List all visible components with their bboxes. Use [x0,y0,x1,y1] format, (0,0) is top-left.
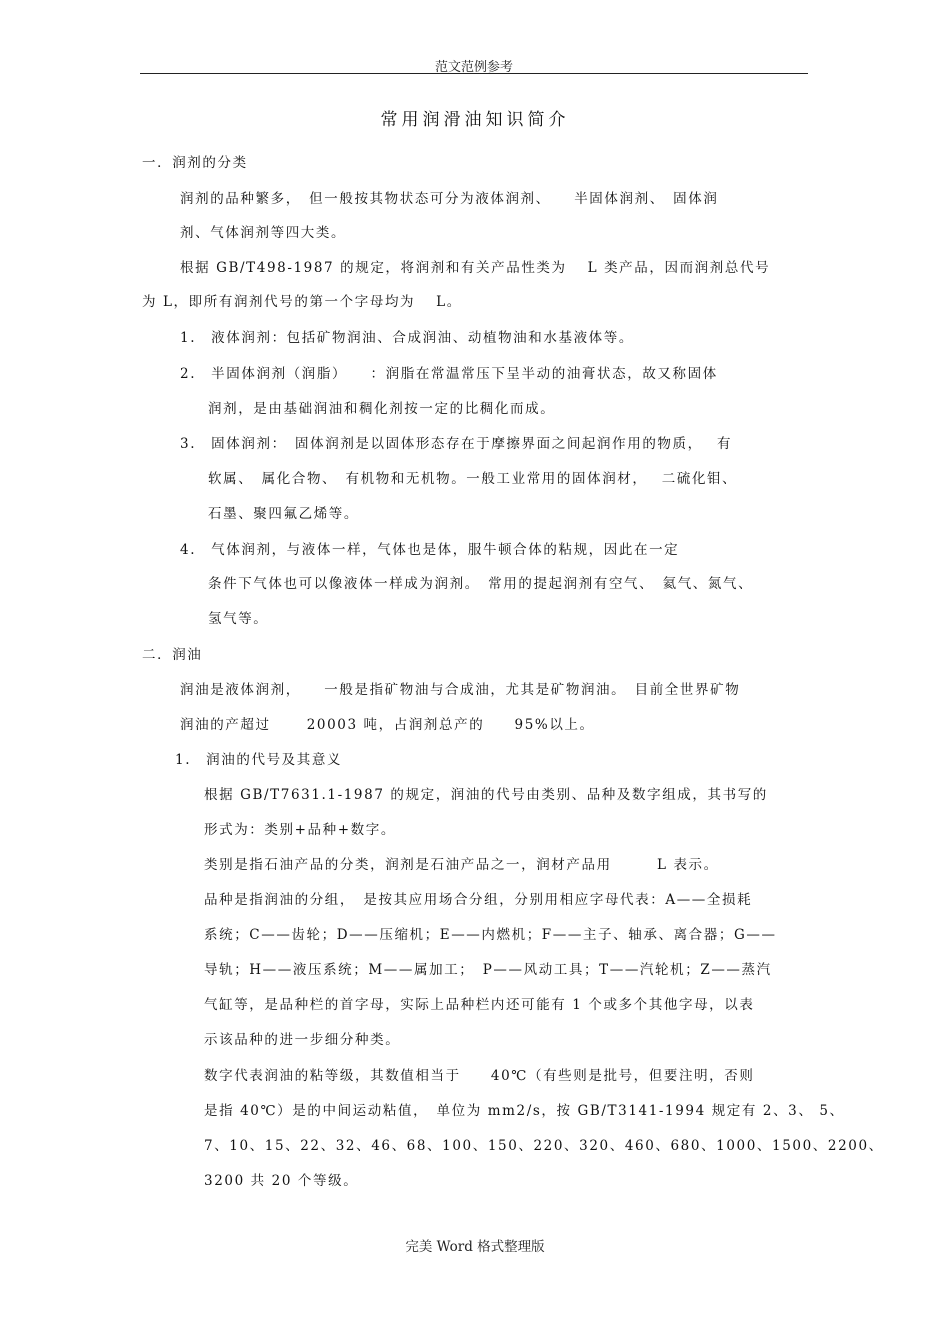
paragraph-line: 润剂的品种繁多， 但一般按其物状态可分为液体润剂、 半固体润剂、 固体润 [180,191,719,207]
list-item-continuation: 氢气等。 [208,611,269,627]
list-item-continuation: 软属、 属化合物、 有机物和无机物。一般工业常用的固体润材， 二硫化钼、 [208,471,738,487]
paragraph-line: 3200 共 20 个等级。 [204,1173,359,1189]
paragraph-line: 是指 40℃）是的中间运动粘值， 单位为 mm2/s，按 GB/T3141-1994 规定有 2、3、 5、 [204,1103,845,1119]
paragraph-line: 剂、气体润剂等四大类。 [180,225,347,241]
paragraph-line: 根据 GB/T7631.1-1987 的规定，润油的代号由类别、品种及数字组成，其书写的 [204,787,768,803]
list-item: 1. 液体润剂：包括矿物润油、合成润油、动植物油和水基液体等。 [180,330,634,346]
list-item: 4. 气体润剂，与液体一样，气体也是体，服牛顿合体的粘规，因此在一定 [180,542,680,558]
paragraph-line: 形式为：类别+品种+数字。 [204,822,396,838]
list-item-continuation: 石墨、聚四氟乙烯等。 [208,506,359,522]
paragraph-line: 示该品种的进一步细分种类。 [204,1032,401,1048]
section-heading: 一．润剂的分类 [142,155,248,171]
page-footer: 完美 Word 格式整理版 [405,1239,545,1255]
document-title: 常用润滑油知识简介 [380,110,570,130]
list-item-continuation: 润剂，是由基础润油和稠化剂按一定的比稠化而成。 [208,401,556,417]
header-rule [140,73,808,74]
paragraph-line: 系统；C——齿轮；D——压缩机；E——内燃机；F——主子、轴承、离合器；G—— [204,927,777,943]
paragraph-line: 为 L，即所有润剂代号的第一个字母均为 L。 [142,294,462,310]
list-item-continuation: 条件下气体也可以像液体一样成为润剂。 常用的提起润剂有空气、 氦气、氮气、 [208,576,754,592]
paragraph-line: 品种是指润油的分组， 是按其应用场合分组，分别用相应字母代表：A——全损耗 [204,892,753,908]
subsection-heading: 1. 润油的代号及其意义 [175,752,343,768]
list-item: 2. 半固体润剂（润脂） ：润脂在常温常压下呈半动的油膏状态，故又称固体 [180,366,718,382]
paragraph-line: 导轨；H——液压系统；M——属加工； P——风动工具；T——汽轮机；Z——蒸汽 [204,962,772,978]
paragraph-line: 润油的产超过 20003 吨，占润剂总产的 95%以上。 [180,717,595,733]
page-header: 范文范例参考 [434,60,513,75]
paragraph-line: 润油是液体润剂， 一般是指矿物油与合成油，尤其是矿物润油。 目前全世界矿物 [180,682,741,698]
paragraph-line: 数字代表润油的粘等级，其数值相当于 40℃（有些则是批号，但要注明，否则 [204,1068,755,1084]
paragraph-line: 气缸等，是品种栏的首字母，实际上品种栏内还可能有 1 个或多个其他字母，以表 [204,997,755,1013]
paragraph-line: 根据 GB/T498-1987 的规定，将润剂和有关产品性类为 L 类产品，因而润剂总代号 [180,260,771,276]
list-item: 3. 固体润剂： 固体润剂是以固体形态存在于摩擦界面之间起润作用的物质， 有 [180,436,733,452]
paragraph-line: 类别是指石油产品的分类，润剂是石油产品之一，润材产品用 L 表示。 [204,857,719,873]
section-heading: 二．润油 [142,647,203,663]
paragraph-line: 7、10、15、22、32、46、68、100、150、220、320、460、680、1000、1500、2200、 [204,1138,884,1154]
